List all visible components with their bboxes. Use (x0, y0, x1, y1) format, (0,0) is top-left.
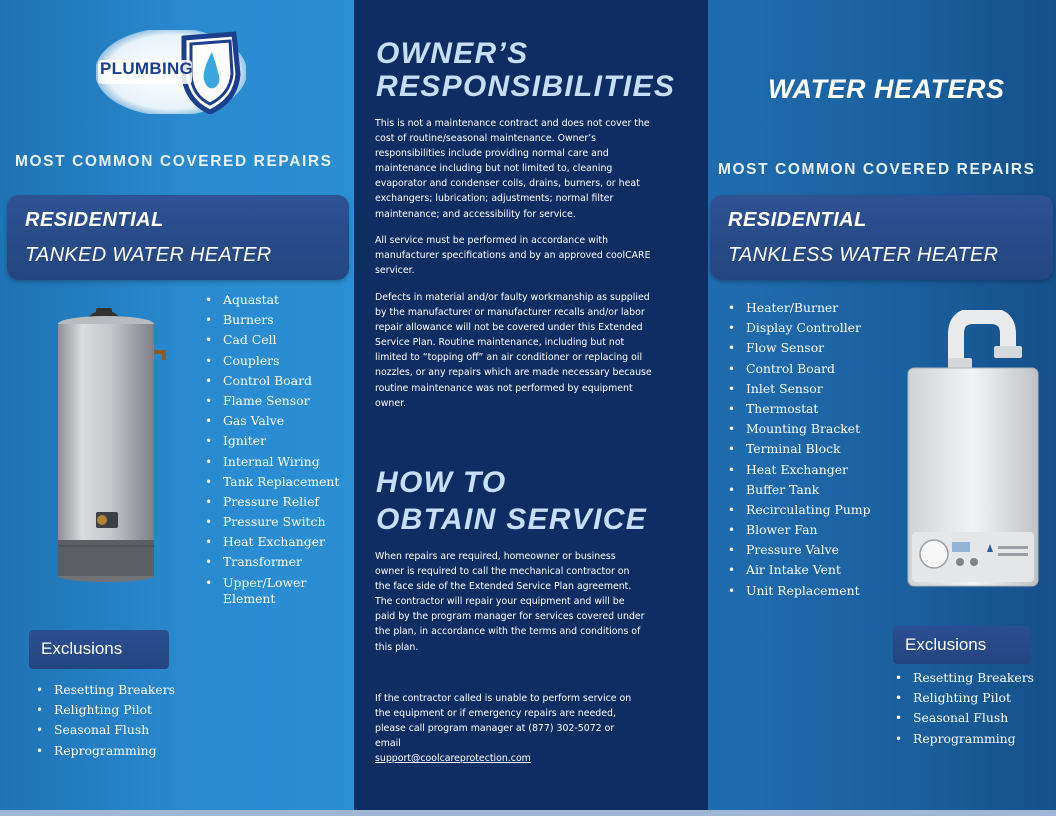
covered-repairs-list (726, 300, 871, 603)
list-item: • Pressure Relief (203, 494, 339, 514)
title-line-1: RESIDENTIAL (25, 209, 164, 231)
exclusions-list (34, 682, 175, 763)
list-item: • Relighting Pilot (893, 690, 1034, 710)
list-item: • Heat Exchanger (726, 462, 871, 482)
bottom-strip (0, 810, 1056, 816)
list-item: • Resetting Breakers (34, 682, 175, 702)
list-item: • Pressure Switch (203, 514, 339, 534)
list-item: • Buffer Tank (726, 482, 871, 502)
list-item: • Mounting Bracket (726, 421, 871, 441)
left-panel (0, 0, 354, 816)
list-item: • Couplers (203, 353, 339, 373)
list-item: • Burners (203, 312, 339, 332)
list-item: • Internal Wiring (203, 454, 339, 474)
list-item: • Reprogramming (34, 743, 175, 763)
exclusions-list (893, 670, 1034, 751)
list-item: • Seasonal Flush (893, 710, 1034, 730)
title-line-2: TANKED WATER HEATER (25, 244, 272, 266)
tankless-water-heater-icon (904, 310, 1042, 596)
plumbing-logo (96, 30, 246, 114)
contact-text: If the contractor called is unable to perform service on the equipment or if emergency repairs are needed, please call program manager at (877) 302-5072 or email (375, 693, 632, 750)
contact-paragraph (375, 691, 637, 766)
title-box (7, 195, 349, 280)
paragraph: When repairs are required, homeowner or business owner is required to call the mechanical contractor on the face side of the Extended Service Plan agreement. The contractor will repair your equipment and will be paid by the program manager for services covered under the plan, in accordance with the terms and conditions of this plan. (375, 551, 645, 653)
middle-panel (354, 0, 708, 816)
page-title: WATER HEATERS (768, 74, 1005, 104)
list-item: • Cad Cell (203, 332, 339, 352)
list-item: • Reprogramming (893, 731, 1034, 751)
right-panel (708, 0, 1056, 816)
list-item: • Control Board (203, 373, 339, 393)
how-to-obtain-service-heading (376, 466, 647, 536)
list-item: • Heater/Burner (726, 300, 871, 320)
list-item: • Relighting Pilot (34, 702, 175, 722)
exclusions-label: Exclusions (893, 626, 1031, 664)
list-item: • Blower Fan (726, 522, 871, 542)
tank-water-heater-icon (52, 304, 172, 586)
list-item: • Recirculating Pump (726, 502, 871, 522)
support-email-link[interactable]: support@coolcareprotection.com (375, 753, 531, 765)
heading-line: OWNER’S (376, 37, 529, 70)
list-item: • Gas Valve (203, 413, 339, 433)
list-item: • Display Controller (726, 320, 871, 340)
paragraph: Defects in material and/or faulty workmanship as supplied by the manufacturer or manufacturer recalls and/or labor repair allowance will not be covered under this Extended Service Plan. Routine maintenance, including but not limited to “topping off” an air conditioner or replacing oil nozzles, or any repairs which are made necessary because routine maintenance was not performed by equipment owner. (375, 292, 652, 409)
list-item: • Aquastat (203, 292, 339, 312)
title-line-1: RESIDENTIAL (728, 209, 867, 231)
list-item: • Transformer (203, 554, 339, 574)
logo-text: PLUMBING (100, 59, 194, 78)
list-item: • Unit Replacement (726, 583, 871, 603)
paragraph: This is not a maintenance contract and does not cover the cost of routine/seasonal maintenance. Owner’s responsibilities include providing normal care and maintenance including but not limited to, cleaning evaporator and condenser coils, drains, burners, or heat exchangers; lubrication; adjustments; normal filter maintenance; and accessibility for service. (375, 118, 650, 220)
heading-line: RESPONSIBILITIES (376, 70, 676, 103)
list-item: • Heat Exchanger (203, 534, 339, 554)
heading-line: OBTAIN SERVICE (376, 503, 648, 536)
list-item: • Seasonal Flush (34, 722, 175, 742)
section-heading: MOST COMMON COVERED REPAIRS (718, 161, 1036, 178)
owners-responsibilities-heading (376, 37, 675, 103)
list-item: • Upper/Lower Element (203, 575, 323, 613)
list-item: • Control Board (726, 361, 871, 381)
list-item: • Resetting Breakers (893, 670, 1034, 690)
list-item: • Igniter (203, 433, 339, 453)
paragraph: All service must be performed in accordance with manufacturer specifications and by an approved coolCARE servicer. (375, 235, 651, 277)
list-item: • Air Intake Vent (726, 562, 871, 582)
exclusions-label: Exclusions (29, 630, 169, 669)
title-box (710, 195, 1053, 280)
list-item: • Tank Replacement (203, 474, 339, 494)
section-heading: MOST COMMON COVERED REPAIRS (15, 153, 333, 170)
list-item: • Inlet Sensor (726, 381, 871, 401)
list-item: • Flame Sensor (203, 393, 339, 413)
list-item: • Thermostat (726, 401, 871, 421)
title-line-2: TANKLESS WATER HEATER (728, 244, 999, 266)
list-item: • Terminal Block (726, 441, 871, 461)
list-item: • Flow Sensor (726, 340, 871, 360)
list-item: • Pressure Valve (726, 542, 871, 562)
covered-repairs-list (203, 292, 339, 613)
heading-line: HOW TO (376, 466, 507, 499)
